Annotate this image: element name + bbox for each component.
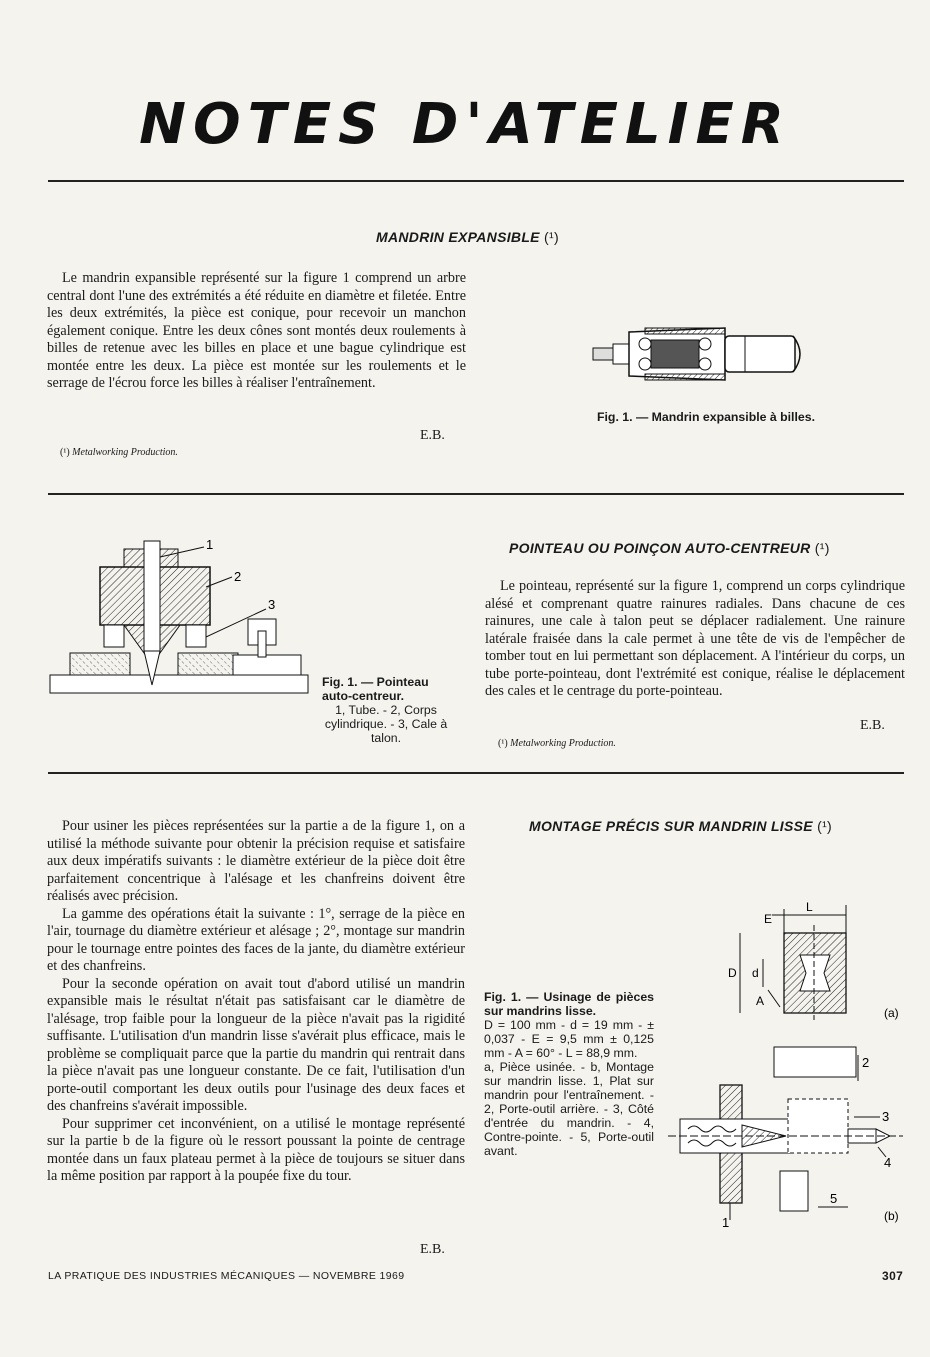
rule-2 — [48, 493, 904, 495]
section3-paragraph: Pour usiner les pièces représentées sur la partie a de la figure 1, on a utilisé la méthode suivante pour obtenir la précision requise et satisfaire aux deux impératifs suivants : le diamètre extérieur de la pièce doit être parfaitement concentrique à l'alésage et les chanfreins doivent être réalisés avec précision. — [47, 818, 465, 904]
section3-paragraph: La gamme des opérations était la suivante : 1°, serrage de la pièce en l'air, tournage du diamètre extérieur et alésage ; 2°, montage sur mandrin pour le tournage entre pointes des faces de la jante, du diamètre extérieur et des chanfreins. — [47, 905, 465, 974]
callout-2: 2 — [862, 1055, 870, 1070]
section2-signature: E.B. — [860, 718, 885, 733]
section1-body — [47, 270, 466, 393]
page-title: NOTES D'ATELIER — [139, 92, 791, 157]
section3-paragraph: Pour supprimer cet inconvénient, on a utilisé le montage représenté sur la partie b de la figure où le ressort poussant la pointe de centrage montée dans un faux plateau permet à la pièce de toujours se situer dans la même position par rapport à la poupée fixe du tour. — [47, 1115, 465, 1184]
footer-publication: LA PRATIQUE DES INDUSTRIES MÉCANIQUES — NOVEMBRE 1969 — [48, 1270, 405, 1282]
section1-paragraph: Le mandrin expansible représenté sur la figure 1 comprend un arbre central dont l'une des extrémités a été réduite en diamètre et filetée. Entre les deux extrémités, la pièce est conique, pour recevoir un manchon également conique. Entre les deux cônes sont montés deux roulements à billes de retenue avec les billes en place et une bague cylindrique est montée entre les deux. La pièce est montée sur les roulements et le serrage de l'écrou force les billes à réaliser l'entraînement. — [47, 270, 466, 391]
figure-montage-mandrin-lisse — [668, 895, 908, 1230]
section1-signature: E.B. — [420, 428, 445, 443]
section2-body — [485, 578, 905, 701]
callout-4: 4 — [884, 1155, 892, 1170]
callout-3: 3 — [268, 597, 276, 612]
dim-D: D — [728, 966, 737, 980]
rule-3 — [48, 772, 904, 774]
part-label-b: (b) — [884, 1209, 899, 1223]
callout-2: 2 — [234, 569, 242, 584]
section3-title: MONTAGE PRÉCIS SUR MANDRIN LISSE (¹) — [529, 818, 833, 834]
section3-figure-caption: Fig. 1. — Usinage de pièces sur mandrins lisse. D = 100 mm - d = 19 mm - ± 0,037 - E = 9,5 mm ± 0,125 mm - A = 60° - L = 88,9 mm. a, Pièce usinée. - b, Montage sur mandrin lisse. 1, Plat sur mandrin pour l'entraînement. - 2, Porte-outil arrière. - 3, Côté d'entrée du mandrin. - 4, Contre-pointe. - 5, Porte-outil avant. — [484, 990, 654, 1158]
section1-figure-caption: Fig. 1. — Mandrin expansible à billes. — [597, 410, 815, 424]
section2-figure-caption: Fig. 1. — Pointeau auto-centreur. 1, Tube. - 2, Corps cylindrique. - 3, Cale à talon. — [322, 675, 448, 745]
dim-A: A — [756, 994, 765, 1008]
dim-E: E — [764, 912, 773, 926]
section3-body — [47, 818, 465, 1186]
section2-title: POINTEAU OU POINÇON AUTO-CENTREUR (¹) — [509, 540, 830, 556]
part-label-a: (a) — [884, 1006, 899, 1020]
callout-3: 3 — [882, 1109, 890, 1124]
section1-title: MANDRIN EXPANSIBLE (¹) — [376, 229, 559, 245]
page-number: 307 — [882, 1269, 904, 1283]
dim-L: L — [806, 900, 813, 914]
section3-paragraph: Pour la seconde opération on avait tout d'abord utilisé un mandrin expansible mais le résultat n'était pas satisfaisant car le diamètre de l'alésage, trop faible pour la longueur de la pièce n'avait pas la rigidité suffisante. L'utilisation d'un mandrin lisse s'avérait plus efficace, mais le problème se compliquait parce que la partie du mandrin qui rentrait dans la pièce n'avait pas une longueur constante. De ce fait, l'utilisation d'un porte-outil comportant les deux outils pour l'usinage des deux faces et des chanfreins s'avérait impossible. — [47, 975, 465, 1114]
top-rule — [48, 180, 904, 182]
section1-footnote: (¹) Metalworking Production. — [60, 447, 178, 458]
section2-footnote: (¹) Metalworking Production. — [498, 738, 616, 749]
figure-pointeau-auto-centreur — [48, 535, 310, 700]
figure-mandrin-expansible — [585, 322, 815, 392]
section3-signature: E.B. — [420, 1242, 445, 1257]
callout-1: 1 — [722, 1215, 730, 1230]
callout-1: 1 — [206, 537, 214, 552]
section2-paragraph: Le pointeau, représenté sur la figure 1, comprend un corps cylindrique alésé et comprenant quatre rainures radiales. Dans chacune de ces rainures, une cale à talon peut se déplacer radialement. Une rainure latérale fraisée dans la cale permet à une tête de vis de l'empêcher de tomber tout en lui permettant son déplacement. A l'intérieur du corps, un tube porte-pointeau, dont l'extrémité est conique, réalise le déplacement des cales et le centrage du porte-pointeau. — [485, 578, 905, 699]
dim-d: d — [752, 966, 759, 980]
callout-5: 5 — [830, 1191, 838, 1206]
